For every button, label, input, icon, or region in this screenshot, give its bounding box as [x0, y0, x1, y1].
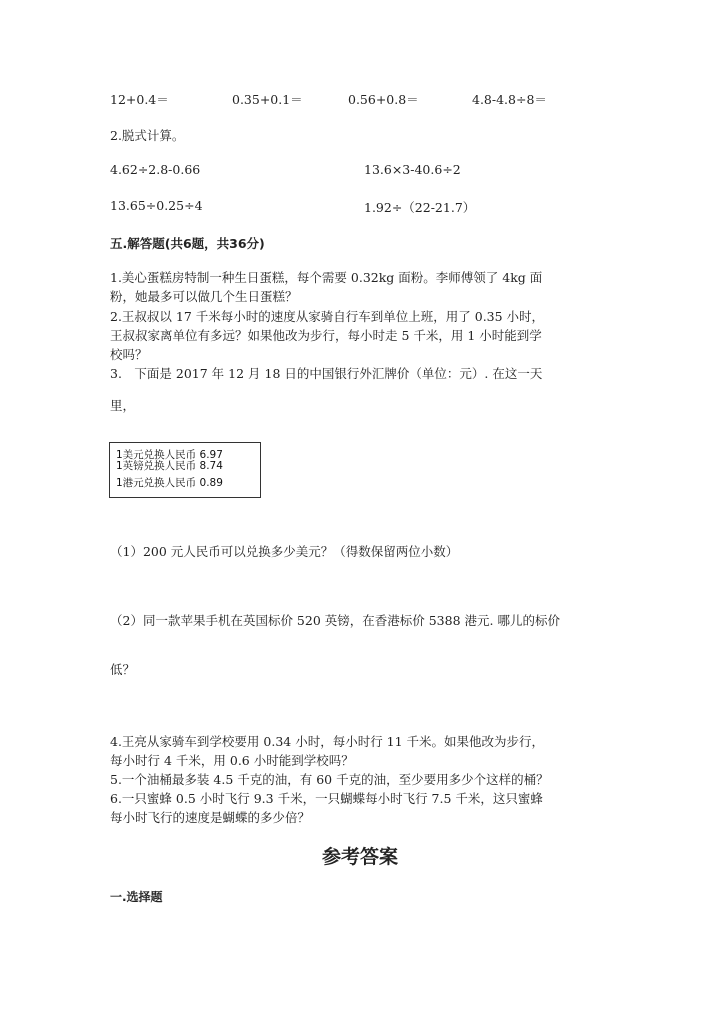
- question-line: 每小时行 4 千米，用 0.6 小时能到学校吗？: [110, 753, 354, 768]
- section-title: 2.脱式计算。: [110, 128, 185, 143]
- question-line: 校吗？: [110, 347, 148, 362]
- question-line: 6.一只蜜蜂 0.5 小时飞行 9.3 千米，一只蝴蝶每小时飞行 7.5 千米，这只蜜蜂: [110, 791, 543, 806]
- calc-item: 12+0.4＝: [110, 92, 169, 107]
- calc-item: 0.56+0.8＝: [348, 92, 419, 107]
- question-line: 1.美心蛋糕房特制一种生日蛋糕，每个需要 0.32kg 面粉。李师傅领了 4kg 面: [110, 270, 543, 285]
- question-line: 王叔叔家离单位有多远？如果他改为步行，每小时走 5 千米，用 1 小时能到学: [110, 328, 542, 343]
- exchange-rate-row: 1美元兑换人民币 6.97: [116, 449, 223, 461]
- exchange-rate-row: 1英镑兑换人民币 8.74: [116, 460, 223, 472]
- answer-title: 参考答案: [321, 846, 398, 868]
- step-calc-item: 13.65÷0.25÷4: [110, 198, 203, 213]
- sub-question: （2）同一款苹果手机在英国标价 520 英镑，在香港标价 5388 港元. 哪儿的标价: [110, 613, 560, 628]
- step-calc-item: 4.62÷2.8-0.66: [110, 162, 201, 177]
- step-calc-item: 13.6×3-40.6÷2: [364, 162, 461, 177]
- question-line: 2.王叔叔以 17 千米每小时的速度从家骑自行车到单位上班，用了 0.35 小时，: [110, 309, 545, 324]
- question-line: 4.王亮从家骑车到学校要用 0.34 小时，每小时行 11 千米。如果他改为步行，: [110, 734, 545, 749]
- sub-question: （1）200 元人民币可以兑换多少美元？（得数保留两位小数）: [110, 544, 459, 559]
- step-calc-item: 1.92÷（22-21.7）: [364, 200, 476, 215]
- exchange-rate-row: 1港元兑换人民币 0.89: [116, 477, 223, 489]
- calc-item: 0.35+0.1＝: [232, 92, 303, 107]
- question-line: 里，: [110, 398, 136, 413]
- question-line: 5.一个油桶最多装 4.5 千克的油，有 60 千克的油，至少要用多少个这样的桶？: [110, 772, 549, 787]
- question-line: 3. 下面是 2017 年 12 月 18 日的中国银行外汇牌价（单位：元）. 在这一天: [110, 366, 543, 381]
- question-line: 粉，她最多可以做几个生日蛋糕？: [110, 289, 298, 304]
- exchange-rate-table: [109, 442, 261, 498]
- question-line: 每小时飞行的速度是蝴蝶的多少倍？: [110, 810, 311, 825]
- sub-question: 低？: [110, 662, 136, 677]
- calc-item: 4.8-4.8÷8＝: [472, 92, 547, 107]
- section-title: 五.解答题(共6题，共36分): [110, 236, 265, 251]
- answer-section-title: 一.选择题: [110, 890, 163, 904]
